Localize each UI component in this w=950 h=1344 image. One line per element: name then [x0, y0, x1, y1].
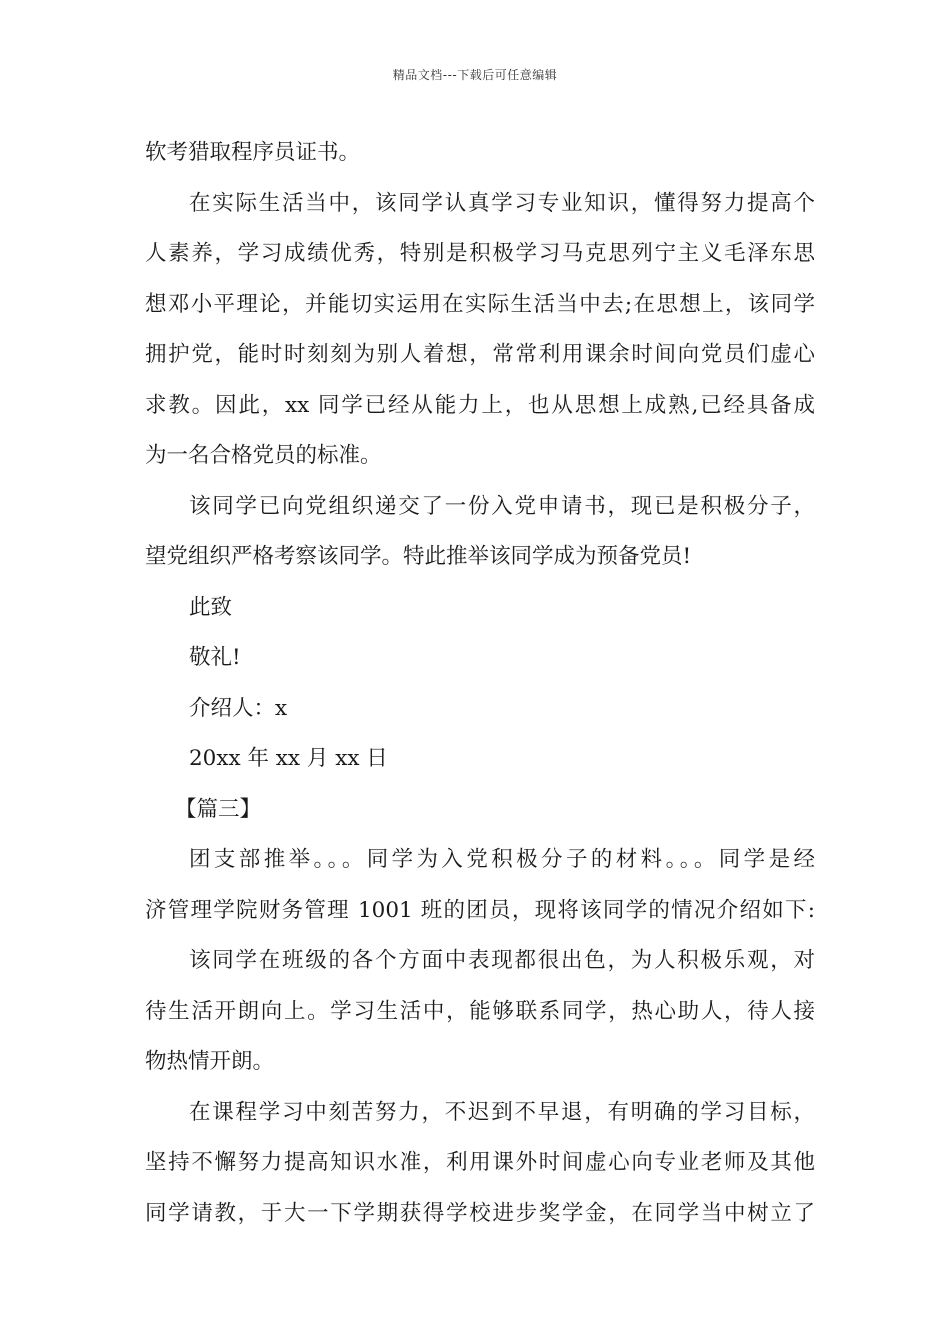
salutation-line: 敬礼!: [189, 645, 241, 670]
paragraph-line: 想邓小平理论，并能切实运用在实际生活当中去;在思想上，该同学: [145, 291, 815, 317]
paragraph-line: 在实际生活当中，该同学认真学习专业知识，懂得努力提高个: [189, 190, 815, 216]
paragraph-line: 该同学在班级的各个方面中表现都很出色，为人积极乐观，对: [189, 948, 815, 973]
paragraph-line: 物热情开朗。: [145, 1049, 275, 1074]
paragraph-line: 待生活开朗向上。学习生活中，能够联系同学，热心助人，待人接: [145, 998, 815, 1024]
date-line: 20xx 年 xx 月 xx 日: [189, 746, 388, 771]
page-header: 精品文档---下载后可任意编辑: [392, 68, 558, 82]
paragraph-line: 软考猎取程序员证书。: [145, 140, 361, 165]
paragraph-line: 该同学已向党组织递交了一份入党申请书，现已是积极分子，: [189, 493, 815, 519]
section-title: 【篇三】: [175, 796, 262, 822]
paragraph-line: 济管理学院财务管理 1001 班的团员，现将该同学的情况介绍如下:: [145, 897, 815, 923]
paragraph-line: 在课程学习中刻苦努力，不迟到不早退，有明确的学习目标，: [189, 1099, 815, 1125]
paragraph-line: 团支部推举。。。同学为入党积极分子的材料。。。同学是经: [189, 847, 815, 872]
paragraph-line: 拥护党，能时时刻刻为别人着想，常常利用课余时间向党员们虚心: [145, 342, 815, 367]
paragraph-line: 为一名合格党员的标准。: [145, 443, 382, 468]
paragraph-line: 坚持不懈努力提高知识水准，利用课外时间虚心向专业老师及其他: [145, 1150, 815, 1175]
paragraph-line: 望党组织严格考察该同学。特此推举该同学成为预备党员!: [145, 544, 692, 569]
paragraph-line: 同学请教，于大一下学期获得学校进步奖学金，在同学当中树立了: [145, 1200, 815, 1226]
introducer-line: 介绍人：x: [189, 695, 288, 721]
salutation-line: 此致: [189, 594, 233, 620]
document-body: [145, 128, 815, 1239]
paragraph-line: 人素养，学习成绩优秀，特别是积极学习马克思列宁主义毛泽东思: [145, 241, 815, 266]
paragraph-line: 求教。因此，xx 同学已经从能力上，也从思想上成熟,已经具备成: [145, 392, 815, 418]
